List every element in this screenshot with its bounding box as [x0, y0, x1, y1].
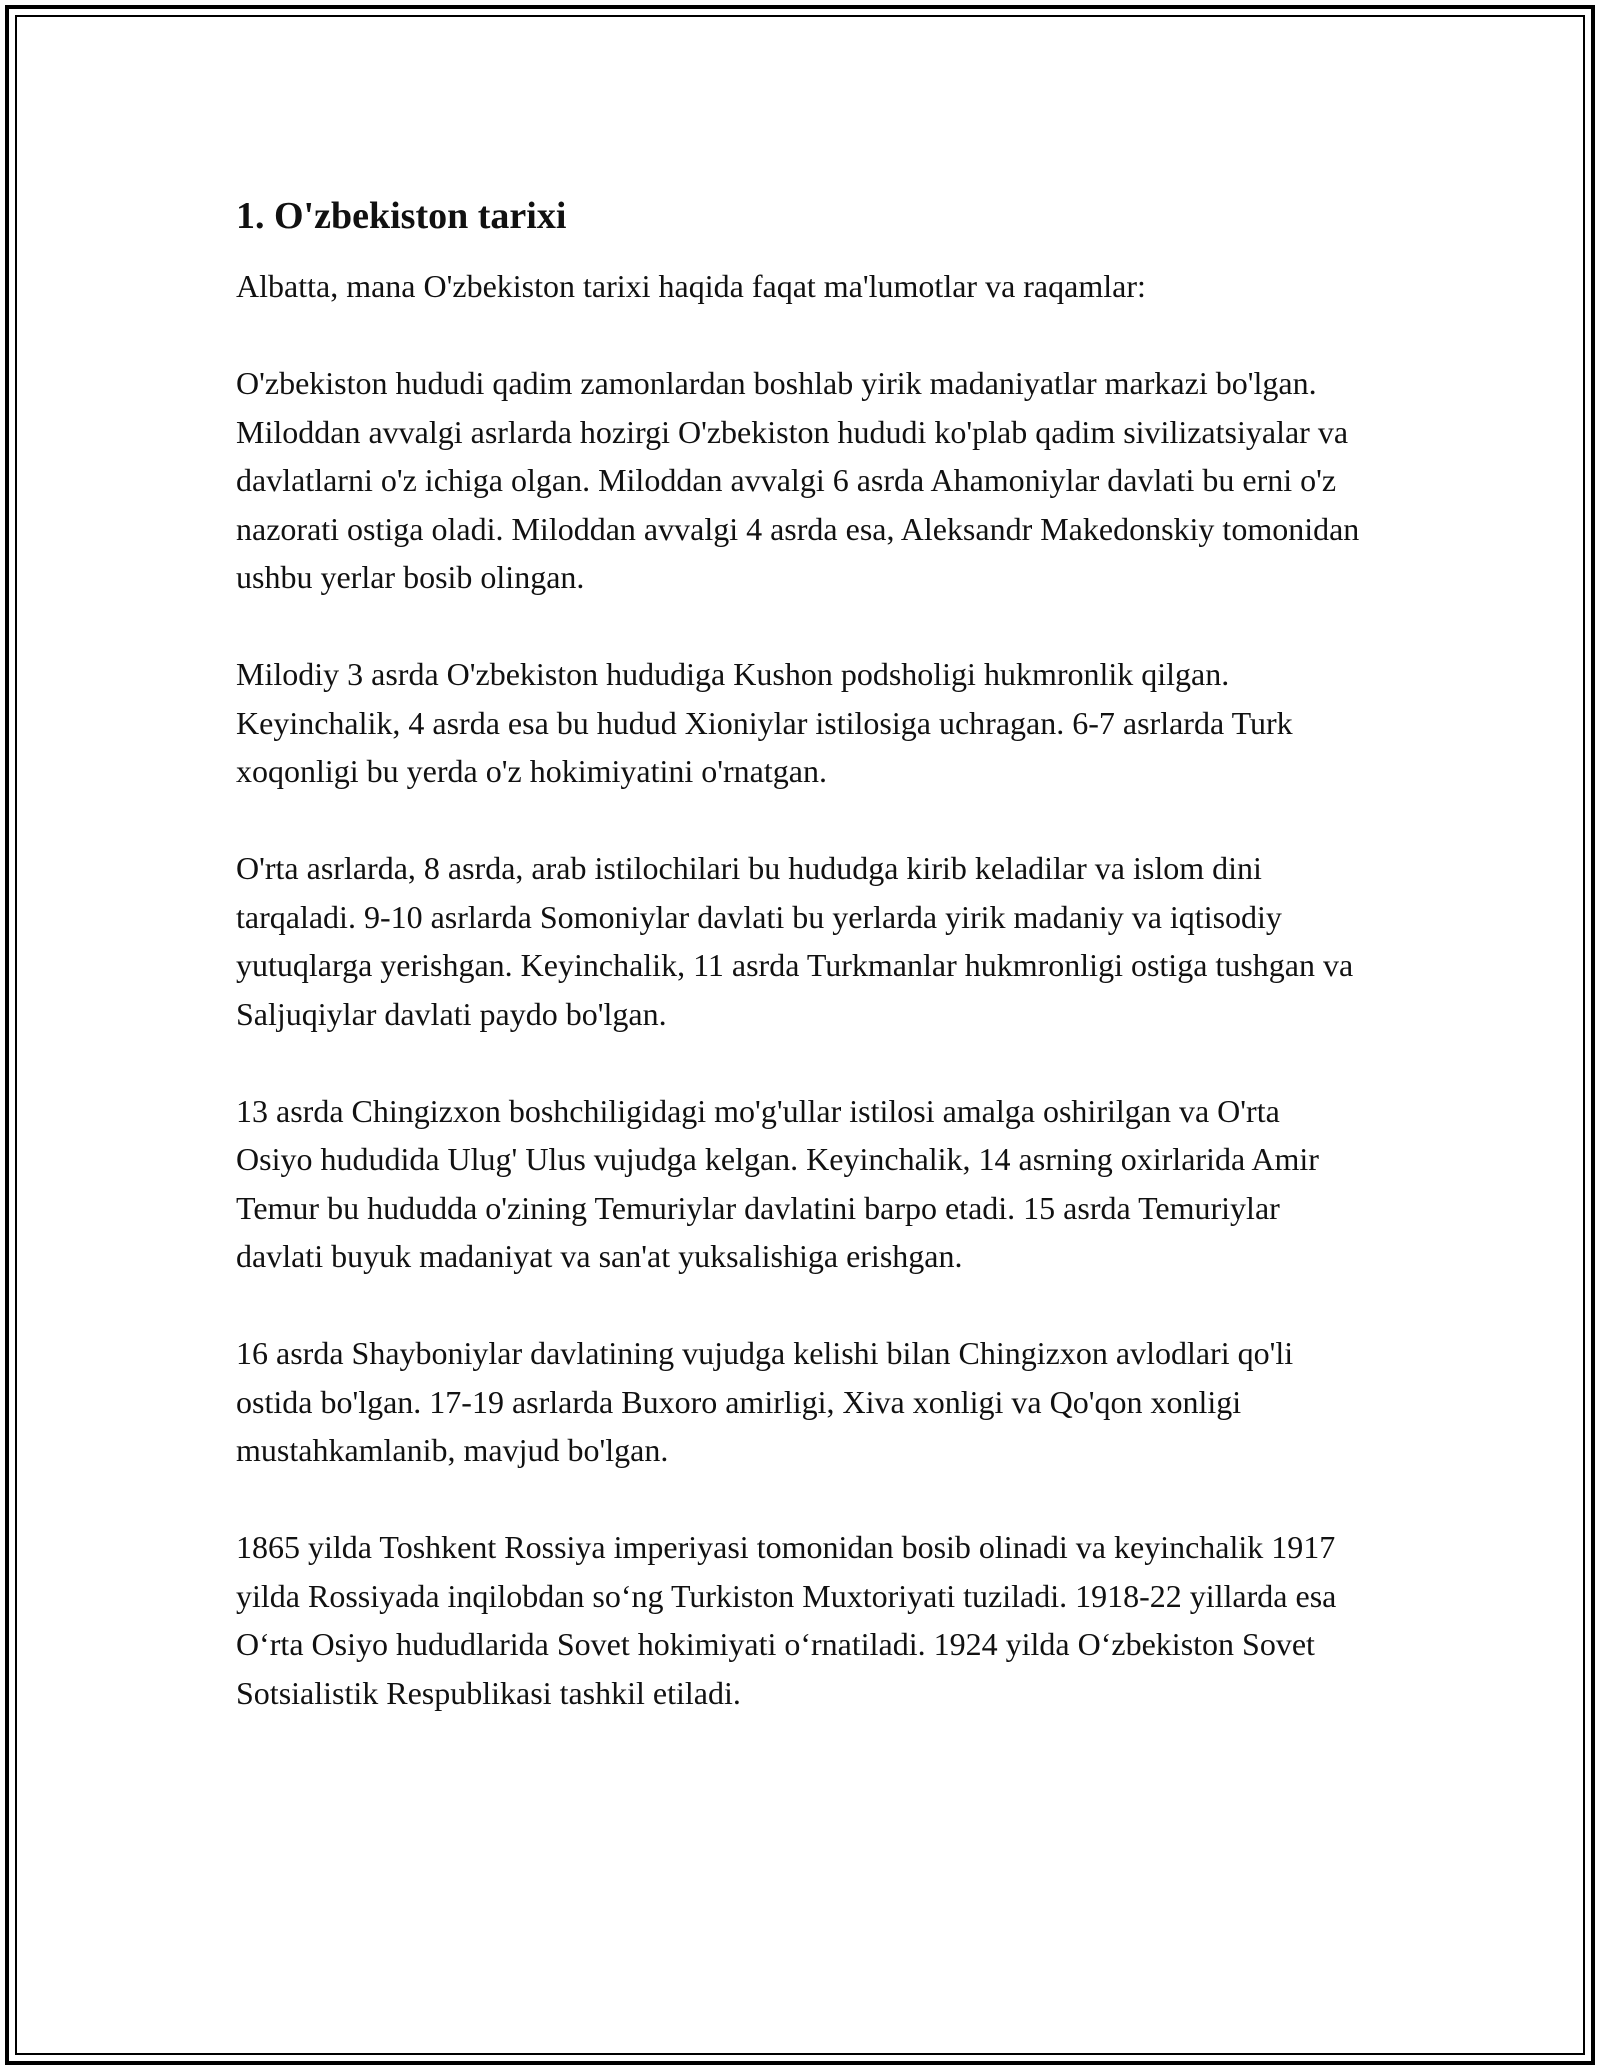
paragraph-middle-ages: O'rta asrlarda, 8 asrda, arab istilochilari bu hududga kirib keladilar va islom dini tarqaladi. 9-10 asrlarda Somoniylar davlati bu yerlarda yirik madaniy va iqtisodiy yutuqlarga yerishgan. Keyinchalik, 11 asrda Turkmanlar hukmronligi ostiga tushgan va Saljuqiylar davlati paydo bo'lgan.	[236, 850, 1354, 1032]
paragraph-khanates: 16 asrda Shayboniylar davlatining vujudga kelishi bilan Chingizxon avlodlari qo'li ostida bo'lgan. 17-19 asrlarda Buxoro amirligi, Xiva xonligi va Qo'qon xonligi mustahkamlanib, mavjud bo'lgan.	[236, 1335, 1294, 1468]
document-body	[236, 188, 1364, 1717]
intro-paragraph: Albatta, mana O'zbekiston tarixi haqida faqat ma'lumotlar va raqamlar:	[236, 268, 1146, 304]
paragraph-mongol-timurid: 13 asrda Chingizxon boshchiligidagi mo'g'ullar istilosi amalga oshirilgan va O'rta Osiyo hududida Ulug' Ulus vujudga kelgan. Keyinchalik, 14 asrning oxirlarida Amir Temur bu hududda o'zining Temuriylar davlatini barpo etadi. 15 asrda Temuriylar davlati buyuk madaniyat va san'at yuksalishiga erishgan.	[236, 1092, 1319, 1274]
paragraph-ancient-history: O'zbekiston hududi qadim zamonlardan boshlab yirik madaniyatlar markazi bo'lgan. Miloddan avvalgi asrlarda hozirgi O'zbekiston hududi ko'plab qadim sivilizatsiyalar va davlatlarni o'z ichiga olgan. Miloddan avvalgi 6 asrda Ahamoniylar davlati bu erni o'z nazorati ostiga oladi. Miloddan avvalgi 4 asrda esa, Aleksandr Makedonskiy tomonidan ushbu yerlar bosib olingan.	[236, 365, 1360, 595]
document-title: 1. O'zbekiston tarixi	[236, 195, 567, 237]
paragraph-modern-era: 1865 yilda Toshkent Rossiya imperiyasi tomonidan bosib olinadi va keyinchalik 1917 yilda Rossiyada inqilobdan so‘ng Turkiston Muxtoriyati tuziladi. 1918-22 yillarda esa O‘rta Osiyo hududlarida Sovet hokimiyati o‘rnatiladi. 1924 yilda O‘zbekiston Sovet Sotsialistik Respublikasi tashkil etiladi.	[236, 1529, 1337, 1711]
paragraph-kushan-era: Milodiy 3 asrda O'zbekiston hududiga Kushon podsholigi hukmronlik qilgan. Keyinchalik, 4 asrda esa bu hudud Xioniylar istilosiga uchragan. 6-7 asrlarda Turk xoqonligi bu yerda o'z hokimiyatini o'rnatgan.	[236, 656, 1293, 789]
